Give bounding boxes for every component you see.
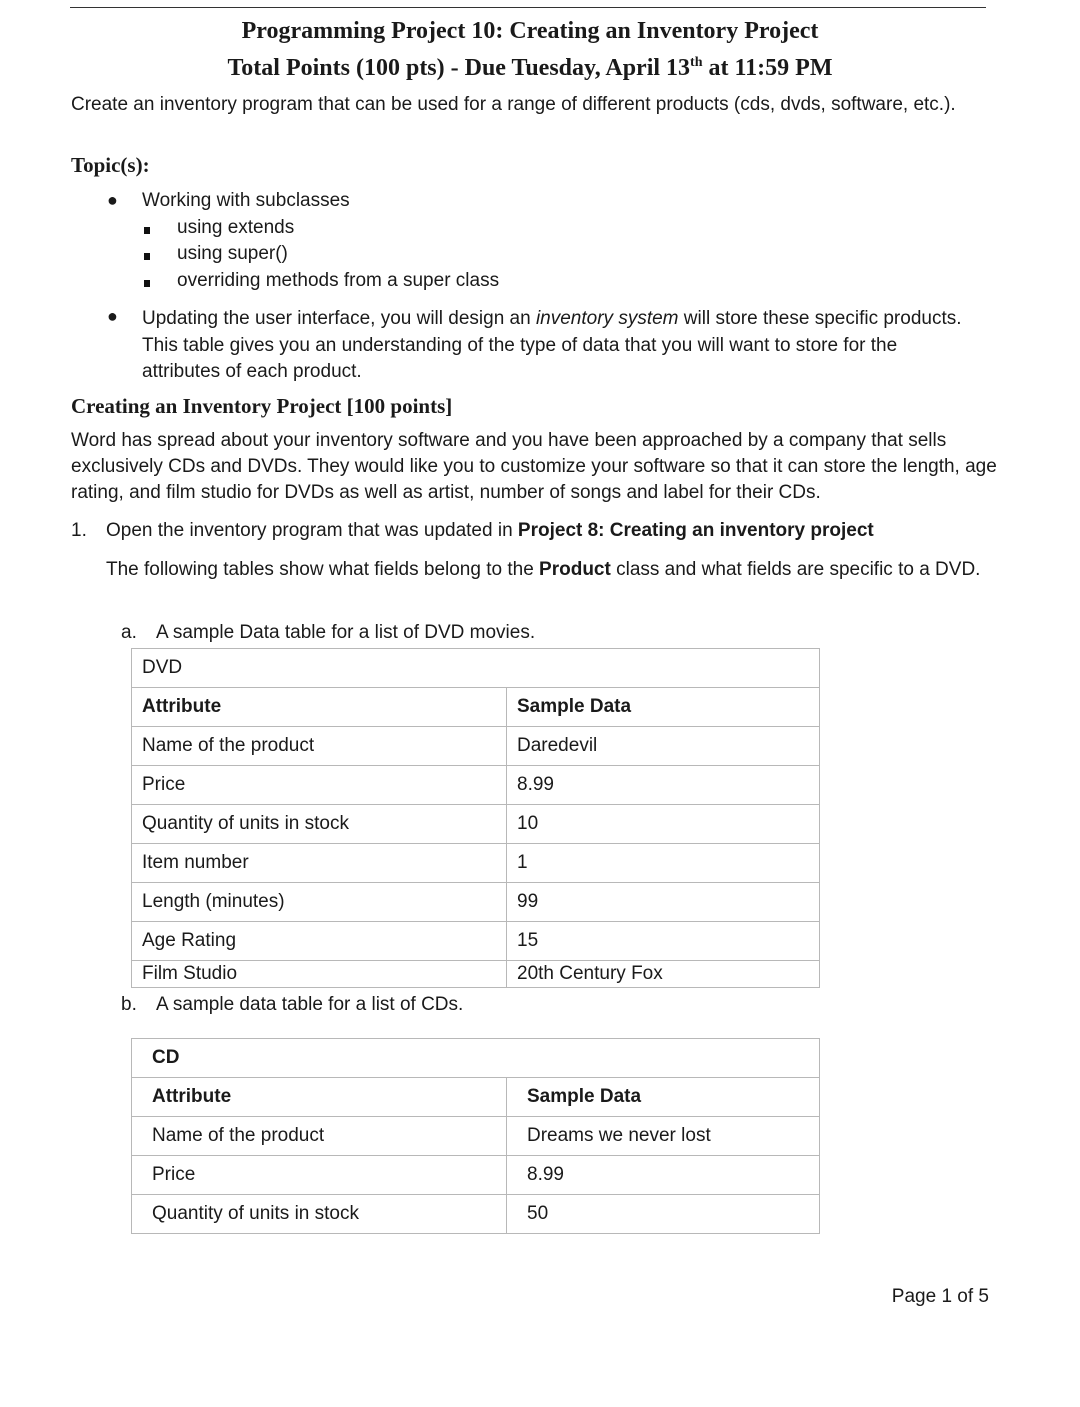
top-rule [70, 7, 986, 8]
table-row [132, 1195, 820, 1234]
dvd-marker: a. [121, 622, 137, 643]
table-row [132, 922, 820, 961]
attribute-cell: Length (minutes) [132, 883, 507, 922]
bullet-dot: ● [107, 190, 118, 210]
due-date-time: at 11:59 PM [702, 55, 833, 81]
table-row [132, 961, 820, 988]
step-project-ref: Project 8: Creating an inventory project [517, 520, 874, 541]
step-description-end: class and what fields are specific to a DVD. [610, 559, 981, 580]
sub-item: using super() [177, 243, 288, 264]
column-header-attribute: Attribute [132, 688, 507, 727]
sample-data-cell: 50 [507, 1195, 820, 1234]
section-body: Word has spread about your inventory software and you have been approached by a company that sells exclusively CDs and DVDs. They would like you to customize your software so that it can store the length, age rating, and film studio for DVDs as well as artist, number of songs and label for their CDs. [71, 430, 997, 503]
square-bullet [144, 227, 150, 234]
page-number: Page 1 of 5 [891, 1286, 989, 1307]
attribute-cell: Film Studio [132, 961, 507, 988]
section-heading: Creating an Inventory Project [100 points] [71, 394, 453, 418]
cd-marker: b. [121, 994, 137, 1015]
table-row [132, 766, 820, 805]
step-number: 1. [71, 520, 87, 541]
intro-paragraph: Create an inventory program that can be used for a range of different products (cds, dvds, software, etc.). [71, 94, 956, 115]
table-header-row [132, 688, 820, 727]
due-date-line [0, 55, 1060, 82]
table-row [132, 1156, 820, 1195]
attribute-cell: Name of the product [132, 727, 507, 766]
topic-ui-emphasis: inventory system [535, 308, 679, 329]
attribute-cell: Item number [132, 844, 507, 883]
attribute-cell: Price [132, 766, 507, 805]
topic-subclasses: Working with subclasses [142, 190, 350, 211]
sample-data-cell: 1 [507, 844, 820, 883]
cd-table [131, 1038, 820, 1234]
sub-item: using extends [177, 217, 295, 238]
step-instruction-text: Open the inventory program that was updated in [106, 520, 518, 541]
sample-data-cell: Dreams we never lost [507, 1117, 820, 1156]
sample-data-cell: 8.99 [507, 1156, 820, 1195]
step-instruction [106, 520, 874, 542]
step-description [106, 557, 986, 583]
attribute-cell: Price [132, 1156, 507, 1195]
column-header-sample-data: Sample Data [507, 1078, 820, 1117]
table-row [132, 1117, 820, 1156]
square-bullet [144, 280, 150, 287]
table-title-row [132, 649, 820, 688]
table-row [132, 883, 820, 922]
table-row [132, 805, 820, 844]
dvd-table-title: DVD [132, 649, 820, 688]
table-row [132, 727, 820, 766]
sub-item: overriding methods from a super class [177, 270, 500, 291]
cd-table-title: CD [132, 1039, 820, 1078]
square-bullet [144, 253, 150, 260]
dvd-caption: A sample Data table for a list of DVD movies. [156, 622, 536, 643]
bullet-dot: ● [107, 306, 118, 326]
column-header-attribute: Attribute [132, 1078, 507, 1117]
column-header-sample-data: Sample Data [507, 688, 820, 727]
sample-data-cell: 15 [507, 922, 820, 961]
attribute-cell: Quantity of units in stock [132, 1195, 507, 1234]
attribute-cell: Age Rating [132, 922, 507, 961]
page-title: Programming Project 10: Creating an Inventory Project [241, 18, 819, 44]
table-header-row [132, 1078, 820, 1117]
due-date-superscript: th [690, 55, 703, 70]
due-date-text: Total Points (100 pts) - Due Tuesday, April 13 [227, 55, 691, 81]
sample-data-cell: 20th Century Fox [507, 961, 820, 988]
dvd-table [131, 648, 820, 988]
topic-ui-update [142, 306, 972, 386]
step-description-text: The following tables show what fields belong to the [106, 559, 540, 580]
sample-data-cell: 10 [507, 805, 820, 844]
cd-caption: A sample data table for a list of CDs. [156, 994, 464, 1015]
topic-ui-text-end: will store these specific products. This table gives you an understanding of the type of data that you will want to store for the attributes of each product. [142, 308, 962, 382]
product-class-name: Product [539, 559, 611, 580]
table-title-row [132, 1039, 820, 1078]
table-row [132, 844, 820, 883]
topics-heading: Topic(s): [71, 153, 150, 177]
sample-data-cell: 99 [507, 883, 820, 922]
attribute-cell: Quantity of units in stock [132, 805, 507, 844]
sample-data-cell: 8.99 [507, 766, 820, 805]
attribute-cell: Name of the product [132, 1117, 507, 1156]
topic-ui-text: Updating the user interface, you will design an [142, 308, 536, 329]
sample-data-cell: Daredevil [507, 727, 820, 766]
